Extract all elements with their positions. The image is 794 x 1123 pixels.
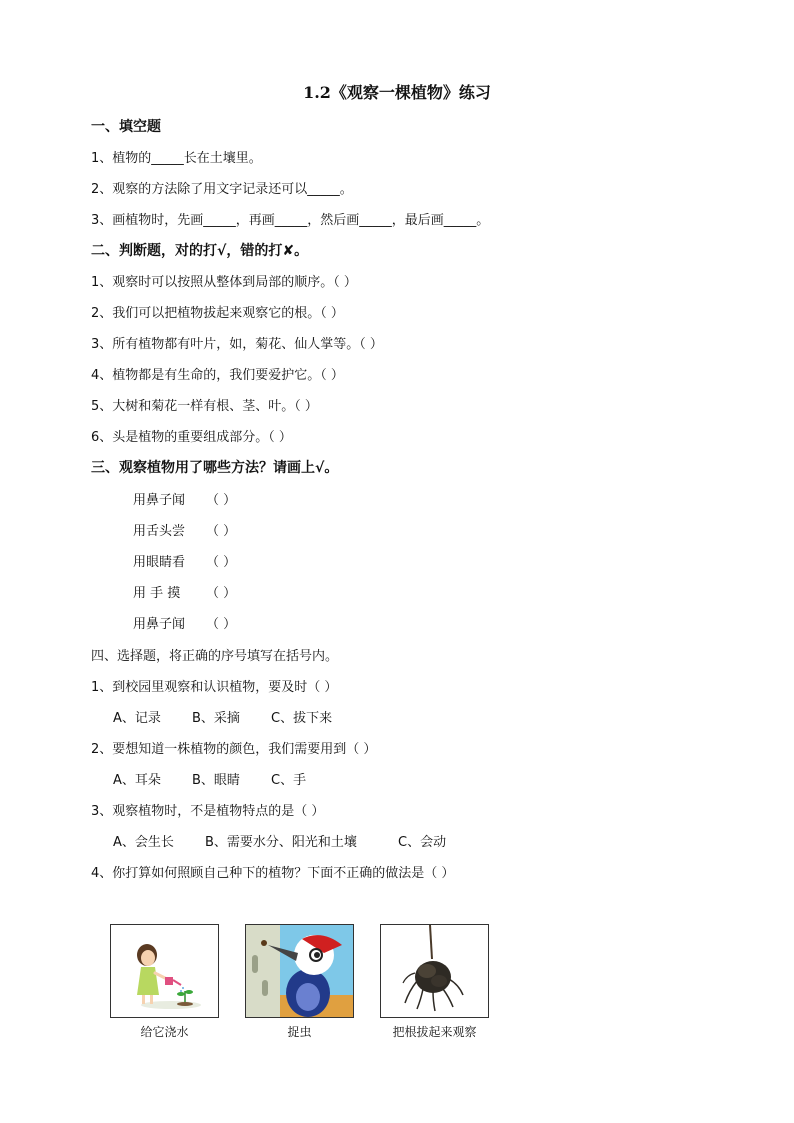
method-answer-paren: （ ） bbox=[206, 524, 237, 539]
choice-option: B、采摘 bbox=[192, 711, 240, 726]
section1-heading: 一、填空题 bbox=[91, 119, 161, 135]
woodpecker-illustration bbox=[246, 925, 353, 1017]
section2-heading: 二、判断题，对的打√，错的打✘。 bbox=[91, 243, 309, 259]
true-false-question-1: 1、观察时可以按照从整体到局部的顺序。（ ） bbox=[91, 275, 357, 290]
method-label: 用舌头尝 bbox=[133, 524, 186, 539]
section3-heading: 三、观察植物用了哪些方法？请画上√。 bbox=[91, 460, 339, 476]
girl-watering-plant-illustration bbox=[111, 925, 218, 1017]
watering-picture bbox=[110, 924, 219, 1018]
picture-caption: 给它浇水 bbox=[140, 1025, 189, 1039]
true-false-question-5: 5、大树和菊花一样有根、茎、叶。（ ） bbox=[91, 399, 318, 414]
fill-blank-question-1: 1、植物的_____长在土壤里。 bbox=[91, 151, 262, 166]
method-label: 用鼻子闻 bbox=[133, 493, 186, 508]
choice-option: C、拔下来 bbox=[271, 711, 333, 726]
method-answer-paren: （ ） bbox=[206, 617, 237, 632]
choice-question-1: 1、到校园里观察和认识植物，要及时（ ） bbox=[91, 680, 338, 695]
true-false-question-6: 6、头是植物的重要组成部分。（ ） bbox=[91, 430, 292, 445]
uprooted-plant-roots-illustration bbox=[381, 925, 488, 1017]
choice-question-2: 2、要想知道一株植物的颜色，我们需要用到（ ） bbox=[91, 742, 377, 757]
true-false-question-4: 4、植物都是有生命的，我们要爱护它。（ ） bbox=[91, 368, 344, 383]
method-answer-paren: （ ） bbox=[206, 493, 237, 508]
method-label: 用眼睛看 bbox=[133, 555, 186, 570]
page-title: 1.2《观察一棵植物》练习 bbox=[303, 83, 491, 102]
choice-question-3: 3、观察植物时，不是植物特点的是（ ） bbox=[91, 804, 325, 819]
choice-option: C、会动 bbox=[398, 835, 447, 850]
roots-picture bbox=[380, 924, 489, 1018]
method-label: 用鼻子闻 bbox=[133, 617, 186, 632]
choice-option: B、需要水分、阳光和土壤 bbox=[205, 835, 357, 850]
choice-option: B、眼睛 bbox=[192, 773, 240, 788]
choice-option: A、会生长 bbox=[113, 835, 174, 850]
method-answer-paren: （ ） bbox=[206, 586, 237, 601]
fill-blank-question-2: 2、观察的方法除了用文字记录还可以_____。 bbox=[91, 182, 353, 197]
method-label: 用 手 摸 bbox=[133, 586, 181, 601]
picture-caption: 捉虫 bbox=[287, 1025, 312, 1039]
choice-option: A、耳朵 bbox=[113, 773, 161, 788]
choice-option: C、手 bbox=[271, 773, 307, 788]
section4-heading: 四、选择题，将正确的序号填写在括号内。 bbox=[91, 649, 339, 664]
picture-caption: 把根拔起来观察 bbox=[392, 1025, 477, 1039]
true-false-question-3: 3、所有植物都有叶片，如，菊花、仙人掌等。（ ） bbox=[91, 337, 383, 352]
woodpecker-picture bbox=[245, 924, 354, 1018]
fill-blank-question-3: 3、画植物时，先画_____，再画_____，然后画_____，最后画_____。 bbox=[91, 213, 490, 228]
choice-option: A、记录 bbox=[113, 711, 161, 726]
method-answer-paren: （ ） bbox=[206, 555, 237, 570]
choice-question-4: 4、你打算如何照顾自己种下的植物？下面不正确的做法是（ ） bbox=[91, 866, 455, 881]
true-false-question-2: 2、我们可以把植物拔起来观察它的根。（ ） bbox=[91, 306, 344, 321]
